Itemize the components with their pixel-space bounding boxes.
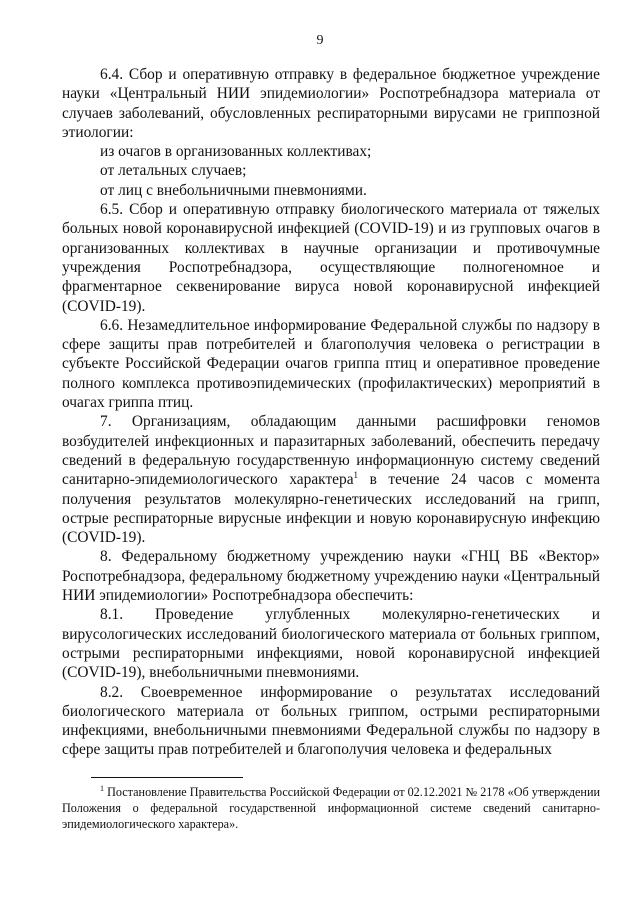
footnote-divider xyxy=(91,777,243,778)
list-item-organized-groups: из очагов в организованных коллективах; xyxy=(100,143,372,161)
document-body xyxy=(62,65,600,760)
list-item-pneumonia-patients: от лиц с внебольничными пневмониями. xyxy=(100,181,367,199)
paragraph-7 xyxy=(62,412,600,547)
footnote xyxy=(62,784,600,832)
paragraph-6-4: 6.4. Сбор и оперативную отправку в федеральное бюджетное учреждение науки «Центральный НИИ эпидемиологии» Роспотребнадзора материала от случаев заболеваний, обусловленных респираторными вирусами не гриппозной этиологии: xyxy=(62,66,600,141)
paragraph-6-6: 6.6. Незамедлительное информирование Федеральной службы по надзору в сфере защиты прав потребителей и благополучия человека о регистрации в субъекте Российской Федерации очагов гриппа птиц и оперативное проведение полного комплекса противоэпидемических (профилактических) мероприятий в очагах гриппа птиц. xyxy=(62,316,600,412)
page-number: 9 xyxy=(316,33,324,48)
paragraph-7-text-start: 7. Организациям, обладающим данными расшифровки геномов возбудителей инфекционных и паразитарных заболеваний, обеспечить передачу сведений в федеральную государственную информационную систему сведений санитарно-эпидемиологического характера xyxy=(62,413,600,489)
footnote-marker: 1 xyxy=(100,783,104,793)
paragraph-8-2: 8.2. Своевременное информирование о результатах исследований биологического материала от больных гриппом, острыми респираторными инфекциями, внебольничными пневмониями Федеральной службы по надзору в сфере защиты прав потребителей и благополучия человека и федеральных xyxy=(62,683,600,759)
footnote-text: Постановление Правительства Российской Федерации от 02.12.2021 № 2178 «Об утверждении Положения о федеральной государственной информационной системе сведений санитарно-эпидемиологического характера». xyxy=(62,785,600,831)
footnote-reference[interactable]: 1 xyxy=(353,470,359,481)
paragraph-6-5: 6.5. Сбор и оперативную отправку биологического материала от тяжелых больных новой коронавирусной инфекцией (COVID-19) и из групповых очагов в организованных коллективах в научные организации и противочумные учреждения Роспотребнадзора, осуществляющие полногеномное и фрагментарное секвенирование вируса новой коронавирусной инфекцией (COVID-19). xyxy=(62,201,600,315)
paragraph-7-text-end: в течение 24 часов с момента получения результатов молекулярно-генетических исследований на грипп, острые респираторные вирусные инфекции и новую коронавирусную инфекцию (COVID-19). xyxy=(62,471,600,547)
list-item-fatal-cases: от летальных случаев; xyxy=(100,162,247,180)
paragraph-8-1: 8.1. Проведение углубленных молекулярно-генетических и вирусологических исследований биологического материала от больных гриппом, острыми респираторными инфекциями, новой коронавирусной инфекцией (COVID-19), внебольничными пневмониями. xyxy=(62,606,600,682)
paragraph-8: 8. Федеральному бюджетному учреждению науки «ГНЦ ВБ «Вектор» Роспотребнадзора, федеральному бюджетному учреждению науки «Центральный НИИ эпидемиологии» Роспотребнадзора обеспечить: xyxy=(62,548,600,605)
